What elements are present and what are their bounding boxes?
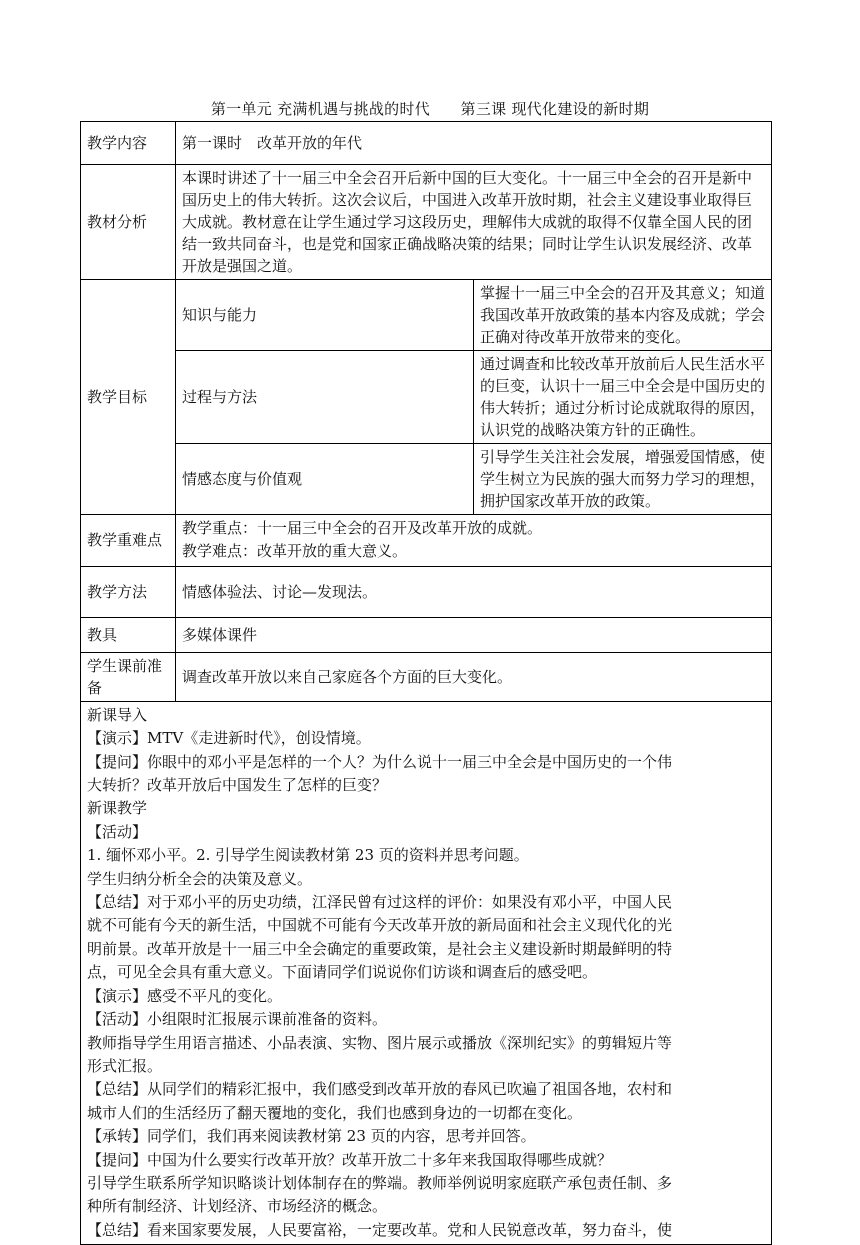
lesson-plan-table <box>80 121 772 1245</box>
preparation-value: 调查改革开放以来自己家庭各个方面的巨大变化。 <box>176 652 772 701</box>
process-line: 学生归纳分析全会的决策及意义。 <box>87 869 313 888</box>
keypoints-value <box>176 515 772 567</box>
process-line: 【提问】中国为什么要实行改革开放？改革开放二十多年来我国取得哪些成就？ <box>87 1150 613 1169</box>
process-line: 【总结】看来国家要发展，人民要富裕，一定要改革。党和人民锐意改革，努力奋斗，使 <box>87 1220 673 1239</box>
process-line: 新课导入 <box>87 705 148 724</box>
table-row <box>81 566 772 617</box>
emotion-value: 引导学生关注社会发展，增强爱国情感，使学生树立为民族的强大而努力学习的理想，拥护国家改革开放的政策。 <box>474 444 772 515</box>
preparation-label: 学生课前准备 <box>81 652 176 701</box>
emotion-label: 情感态度与价值观 <box>176 444 474 515</box>
process-line: 大转折？改革开放后中国发生了怎样的巨变？ <box>87 776 388 795</box>
process-line: 【演示】MTV《走进新时代》，创设情境。 <box>87 729 371 748</box>
process-line: 教师指导学生用语言描述、小品表演、实物、图片展示或播放《深圳纪实》的剪辑短片等 <box>87 1033 673 1052</box>
method-value: 情感体验法、讨论—发现法。 <box>176 566 772 617</box>
process-line: 【活动】小组限时汇报展示课前准备的资料。 <box>87 1010 388 1029</box>
tools-label: 教具 <box>81 617 176 652</box>
process-line: 就不可能有今天的新生活，中国就不可能有今天改革开放的新局面和社会主义现代化的光 <box>87 916 673 935</box>
focus-text: 教学重点：十一届三中全会的召开及改革开放的成就。 <box>182 519 543 537</box>
unit-title: 第一单元 充满机遇与挑战的时代 <box>210 100 431 118</box>
process-line: 城市人们的生活经历了翻天覆地的变化，我们也感到身边的一切都在变化。 <box>87 1103 583 1122</box>
teaching-process-text <box>87 704 765 1242</box>
process-line: 形式汇报。 <box>87 1056 163 1075</box>
knowledge-value: 掌握十一届三中全会的召开及其意义；知道我国改革开放政策的基本内容及成就；学会正确对待改革开放带来的变化。 <box>474 280 772 351</box>
table-row <box>81 515 772 567</box>
content-value: 第一课时 改革开放的年代 <box>176 122 772 165</box>
table-row <box>81 165 772 280</box>
table-row <box>81 617 772 652</box>
process-line: 【提问】你眼中的邓小平是怎样的一个人？为什么说十一届三中全会是中国历史的一个伟 <box>87 752 673 771</box>
table-row <box>81 444 772 515</box>
process-line: 【总结】对于邓小平的历史功绩，江泽民曾有过这样的评价：如果没有邓小平，中国人民 <box>87 893 673 912</box>
tools-value: 多媒体课件 <box>176 617 772 652</box>
difficulty-text: 教学难点：改革开放的重大意义。 <box>182 542 408 561</box>
process-line: 1. 缅怀邓小平。2. 引导学生阅读教材第 23 页的资料并思考问题。 <box>87 846 529 865</box>
method-label: 教学方法 <box>81 566 176 617</box>
process-line: 【承转】同学们，我们再来阅读教材第 23 页的内容，思考并回答。 <box>87 1127 536 1146</box>
process-label: 过程与方法 <box>176 351 474 444</box>
lesson-title: 第三课 现代化建设的新时期 <box>460 100 650 118</box>
objectives-label: 教学目标 <box>81 280 176 515</box>
table-row <box>81 701 772 1244</box>
process-value: 通过调查和比较改革开放前后人民生活水平的巨变，认识十一届三中全会是中国历史的伟大转折；通过分析讨论成就取得的原因，认识党的战略决策方针的正确性。 <box>474 351 772 444</box>
process-line: 【演示】感受不平凡的变化。 <box>87 986 283 1005</box>
analysis-label: 教材分析 <box>81 165 176 280</box>
analysis-value: 本课时讲述了十一届三中全会召开后新中国的巨大变化。十一届三中全会的召开是新中国历史上的伟大转折。这次会议后，中国进入改革开放时期，社会主义建设事业取得巨大成就。教材意在让学生通过学习这段历史，理解伟大成就的取得不仅靠全国人民的团结一致共同奋斗，也是党和国家正确战略决策的结果；同时让学生认识发展经济、改革开放是强国之道。 <box>176 165 772 280</box>
process-line: 新课教学 <box>87 799 148 818</box>
teaching-process-cell <box>81 701 772 1244</box>
process-line: 【总结】从同学们的精彩汇报中，我们感受到改革开放的春风已吹遍了祖国各地，农村和 <box>87 1080 673 1099</box>
table-row <box>81 280 772 351</box>
process-line: 明前景。改革开放是十一届三中全会确定的重要政策，是社会主义建设新时期最鲜明的特 <box>87 939 673 958</box>
keypoints-label: 教学重难点 <box>81 515 176 567</box>
document-title <box>0 98 860 119</box>
table-row <box>81 351 772 444</box>
table-row <box>81 652 772 701</box>
process-line: 引导学生联系所学知识略谈计划体制存在的弊端。教师举例说明家庭联产承包责任制、多 <box>87 1173 673 1192</box>
process-line: 种所有制经济、计划经济、市场经济的概念。 <box>87 1197 388 1216</box>
process-line: 点，可见全会具有重大意义。下面请同学们说说你们访谈和调查后的感受吧。 <box>87 963 598 982</box>
process-line: 【活动】 <box>87 822 148 841</box>
content-label: 教学内容 <box>81 122 176 165</box>
knowledge-label: 知识与能力 <box>176 280 474 351</box>
table-row <box>81 122 772 165</box>
